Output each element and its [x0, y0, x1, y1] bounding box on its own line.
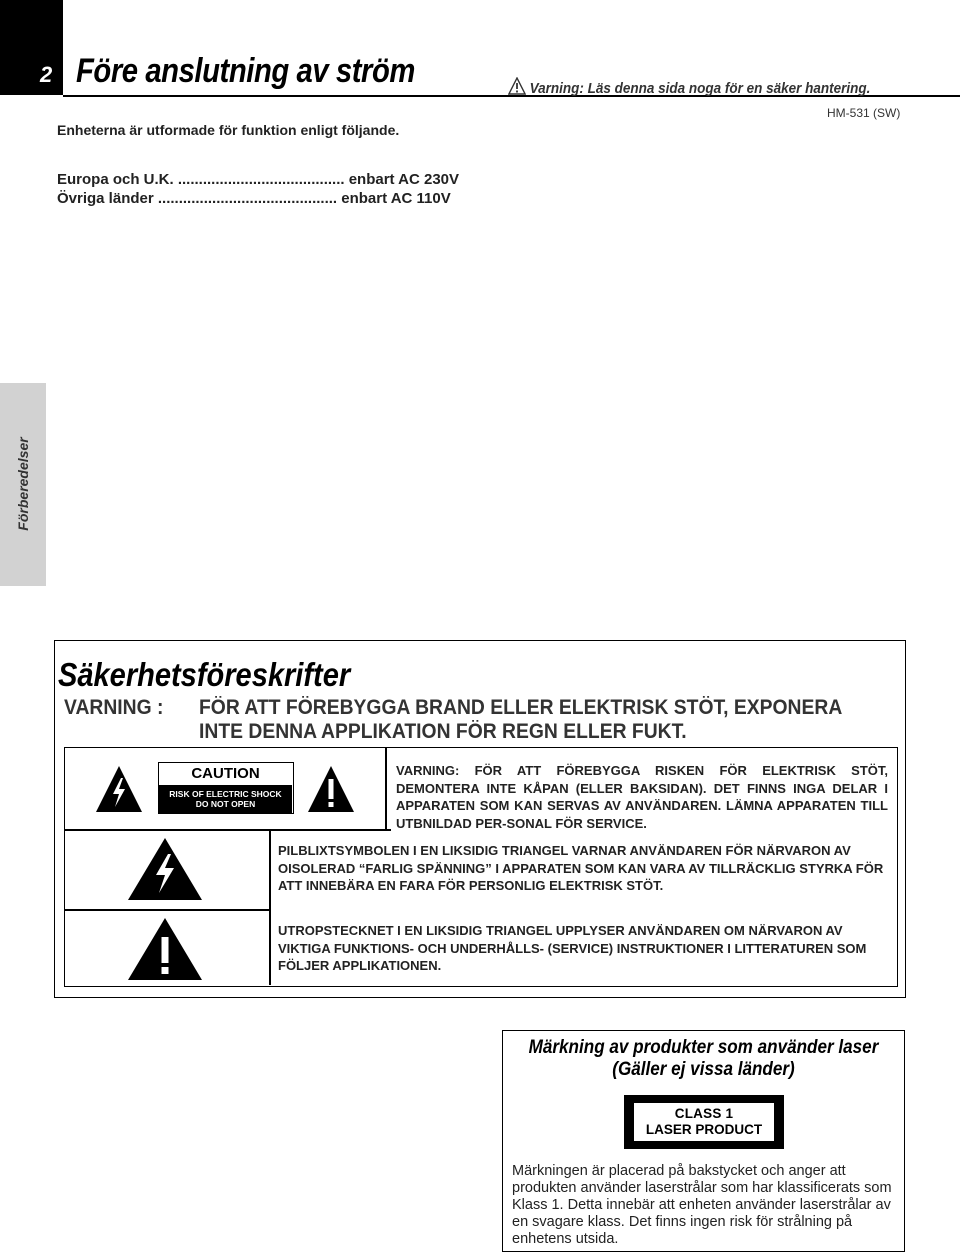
voltage-europe: Europa och U.K. ........................................ enbart AC 230V [57, 171, 460, 188]
lightning-triangle-icon [94, 764, 144, 819]
model-number: HM-531 (SW) [827, 106, 901, 120]
lightning-triangle-icon [127, 837, 203, 906]
table-divider [64, 909, 270, 911]
warn-text: VARNING: FÖR ATT FÖREBYGGA RISKEN FÖR ELEKTRISK STÖT, DEMONTERA INTE KÅPAN (ELLER BAKSIDAN). DET FINNS INGA DELAR I APPARATEN SOM KAN SERVAS AV ANVÄNDAREN. LÄMNA APPARATEN TILL UTBNILDAD PER-SONAL FÖR SERVICE. [396, 763, 888, 831]
laser-label-line-2: LASER PRODUCT [645, 1122, 763, 1137]
varning-line-2: INTE DENNA APPLIKATION FÖR REGN ELLER FUKT. [199, 720, 687, 743]
intro-text: Enheterna är utformade för funktion enligt följande. [57, 122, 400, 138]
exclamation-triangle-icon [306, 764, 356, 819]
page-title: Före anslutning av ström [76, 52, 416, 90]
table-divider [64, 829, 391, 831]
voltage-other: Övriga länder ........................................... enbart AC 110V [57, 190, 451, 207]
caution-sub-line-1: RISK OF ELECTRIC SHOCK [169, 789, 282, 799]
caution-sub-line-2: DO NOT OPEN [195, 799, 256, 809]
page-number-block [0, 0, 63, 95]
warning-header [508, 77, 870, 99]
laser-text: Märkningen är placerad på bakstycket och anger att produkten använder laserstrålar som har klassificerats som Klass 1. Detta innebär att enheten använder laserstrålar av en svagare klass. Det finns ingen risk för strålning på enhetens utsida. [512, 1163, 892, 1247]
warning-triangle-icon [508, 77, 526, 99]
varning-line-1: FÖR ATT FÖREBYGGA BRAND ELLER ELEKTRISK STÖT, EXPONERA [199, 696, 843, 719]
laser-label-line-1: CLASS 1 [674, 1106, 734, 1121]
excl-text: UTROPSTECKNET I EN LIKSIDIG TRIANGEL UPPLYSER ANVÄNDAREN OM NÄRVARON AV VIKTIGA FUNKTIONS- OCH UNDERHÅLLS- (SERVICE) INSTRUKTIONER I LITTERATUREN SOM FÖLJER APPLIKATIONEN. [278, 923, 867, 973]
exclamation-triangle-icon [127, 917, 203, 986]
caution-sub [159, 785, 292, 813]
warning-header-text: Varning: Läs denna sida noga för en säker hantering. [529, 80, 871, 97]
safety-title: Säkerhetsföreskrifter [58, 656, 351, 693]
laser-title-1: Märkning av produkter som använder laser [528, 1037, 879, 1058]
bolt-text: PILBLIXTSYMBOLEN I EN LIKSIDIG TRIANGEL VARNAR ANVÄNDAREN FÖR NÄRVARON AV OISOLERAD “FARLIG SPÄNNING” I APPARATEN SOM KAN VARA AV TILLRÄCKLIG STYRKA FÖR ATT INNEBÄRA EN FARA FÖR PERSONLIG ELEKTRISK STÖT. [278, 843, 884, 893]
table-divider [385, 747, 387, 829]
table-divider [269, 829, 271, 985]
side-tab-label: Förberedelser [15, 437, 31, 531]
laser-title-2: (Gäller ej vissa länder) [612, 1059, 795, 1080]
varning-label: VARNING : [64, 696, 164, 719]
caution-head: CAUTION [191, 765, 260, 782]
page-number: 2 [40, 62, 53, 87]
